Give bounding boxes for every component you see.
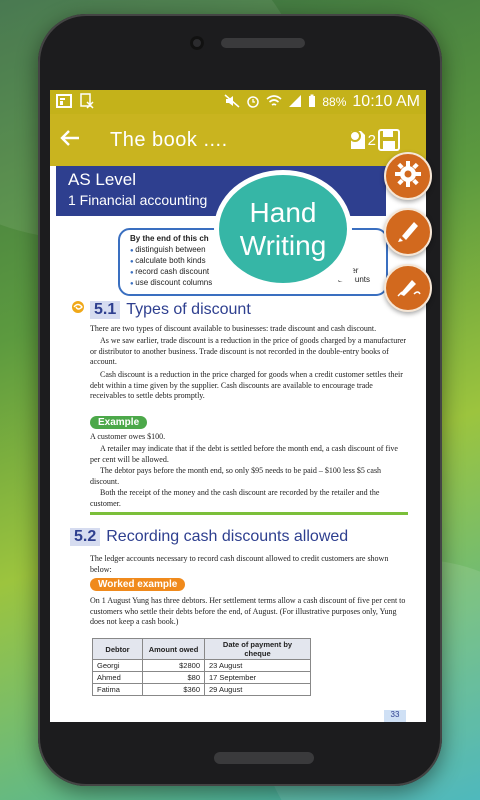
section-title: Types of discount bbox=[126, 300, 251, 318]
bubble-line: Writing bbox=[239, 230, 327, 261]
table-cell: Ahmed bbox=[93, 672, 143, 684]
front-camera bbox=[190, 36, 204, 50]
example-text: A customer owes $100. bbox=[90, 432, 166, 441]
paragraph: The ledger accounts necessary to record cash discount allowed to credit customers are shown below: bbox=[90, 554, 389, 574]
settings-gear-icon bbox=[394, 160, 422, 193]
table-cell: $80 bbox=[143, 672, 205, 684]
mute-icon bbox=[224, 94, 240, 111]
settings-button[interactable] bbox=[384, 152, 432, 200]
paragraph: On 1 August Yung has three debtors. Her settlement terms allow a cash discount of five per cent to customers who settle their debts before the end, of August. (For illustrative purposes only, Yung does not keep a cash book.) bbox=[90, 596, 406, 626]
table-cell: 23 August bbox=[205, 660, 311, 672]
app-bar bbox=[50, 114, 426, 166]
objective-item: ● use discount columns bbox=[130, 278, 376, 289]
table-header: Amount owed bbox=[143, 639, 205, 660]
app-notification-icon bbox=[56, 94, 72, 111]
table-cell: Georgi bbox=[93, 660, 143, 672]
status-bar bbox=[50, 90, 426, 114]
section-number: 5.1 bbox=[90, 301, 120, 319]
section-title: Recording cash discounts allowed bbox=[106, 528, 349, 545]
wifi-icon bbox=[266, 94, 282, 111]
table-cell: $2800 bbox=[143, 660, 205, 672]
highlighter-button[interactable] bbox=[384, 208, 432, 256]
example-tag: Example bbox=[90, 416, 147, 429]
signal-icon bbox=[288, 94, 302, 111]
section-number: 5.2 bbox=[70, 528, 100, 546]
book-title: The book .... bbox=[110, 128, 228, 151]
objectives-heading: By the end of this ch bbox=[130, 234, 209, 243]
table-row bbox=[93, 672, 311, 684]
battery-percent: 88% bbox=[322, 95, 347, 109]
page-number: 33 bbox=[384, 710, 406, 722]
table-cell: $360 bbox=[143, 684, 205, 696]
section-heading bbox=[70, 300, 251, 319]
chapter-title: 1 Financial accounting bbox=[68, 192, 208, 208]
bottom-speaker bbox=[214, 752, 314, 764]
worked-example-tag: Worked example bbox=[90, 578, 185, 591]
objectives-right-text: edger accounts bbox=[338, 266, 371, 284]
table-cell: 17 September bbox=[205, 672, 311, 684]
clock: 10:10 AM bbox=[352, 93, 420, 110]
pen-button[interactable] bbox=[384, 264, 432, 312]
paragraph: As we saw earlier, trade discount is a reduction in the price of goods charged by a manufacturer or distributor to another business. Trade discount is not recorded in the double-entry books of account. bbox=[90, 336, 407, 366]
table-header: Date of payment by cheque bbox=[205, 639, 311, 660]
document-notification-icon bbox=[80, 93, 94, 112]
objective-item: ● distinguish between bbox=[130, 245, 376, 256]
earpiece-speaker bbox=[221, 38, 305, 48]
back-arrow-icon[interactable] bbox=[60, 127, 90, 153]
section-heading bbox=[70, 528, 348, 546]
bubble-line: Hand bbox=[249, 197, 317, 228]
table-cell: Fatima bbox=[93, 684, 143, 696]
table-cell: 29 August bbox=[205, 684, 311, 696]
example-text: The debtor pays before the month end, so only $95 needs to be paid – $100 less $5 cash discount. bbox=[90, 466, 382, 486]
section-swirl-icon bbox=[70, 300, 86, 319]
bookmark-icon[interactable] bbox=[342, 125, 372, 155]
objective-item: ● calculate both kinds bbox=[130, 256, 376, 267]
table-row bbox=[93, 660, 311, 672]
fountain-pen-icon bbox=[394, 272, 422, 305]
page-indicator: 2 bbox=[367, 131, 376, 149]
objective-item: ● record cash discount bbox=[130, 267, 376, 278]
table-row bbox=[93, 684, 311, 696]
divider bbox=[90, 512, 408, 515]
debtors-table bbox=[92, 638, 311, 696]
battery-icon bbox=[308, 94, 316, 111]
example-text: Both the receipt of the money and the cash discount are recorded by the retailer and the customer. bbox=[90, 488, 380, 508]
table-header: Debtor bbox=[93, 639, 143, 660]
hand-writing-bubble bbox=[214, 170, 352, 288]
paragraph: Cash discount is a reduction in the price charged for goods when a credit customer settles their debt within a time given by the supplier. Cash discounts are available to encourage trade receivables to settle debts promptly. bbox=[90, 370, 403, 400]
paragraph: There are two types of discount available to businesses: trade discount and cash discount. bbox=[90, 324, 377, 333]
save-disk-icon[interactable] bbox=[374, 125, 404, 155]
highlighter-pen-icon bbox=[394, 216, 422, 249]
alarm-icon bbox=[246, 94, 260, 111]
example-text: A retailer may indicate that if the debt is settled before the month end, a cash discount of five per cent will be allowed. bbox=[90, 444, 398, 464]
level-title: AS Level bbox=[68, 170, 137, 189]
